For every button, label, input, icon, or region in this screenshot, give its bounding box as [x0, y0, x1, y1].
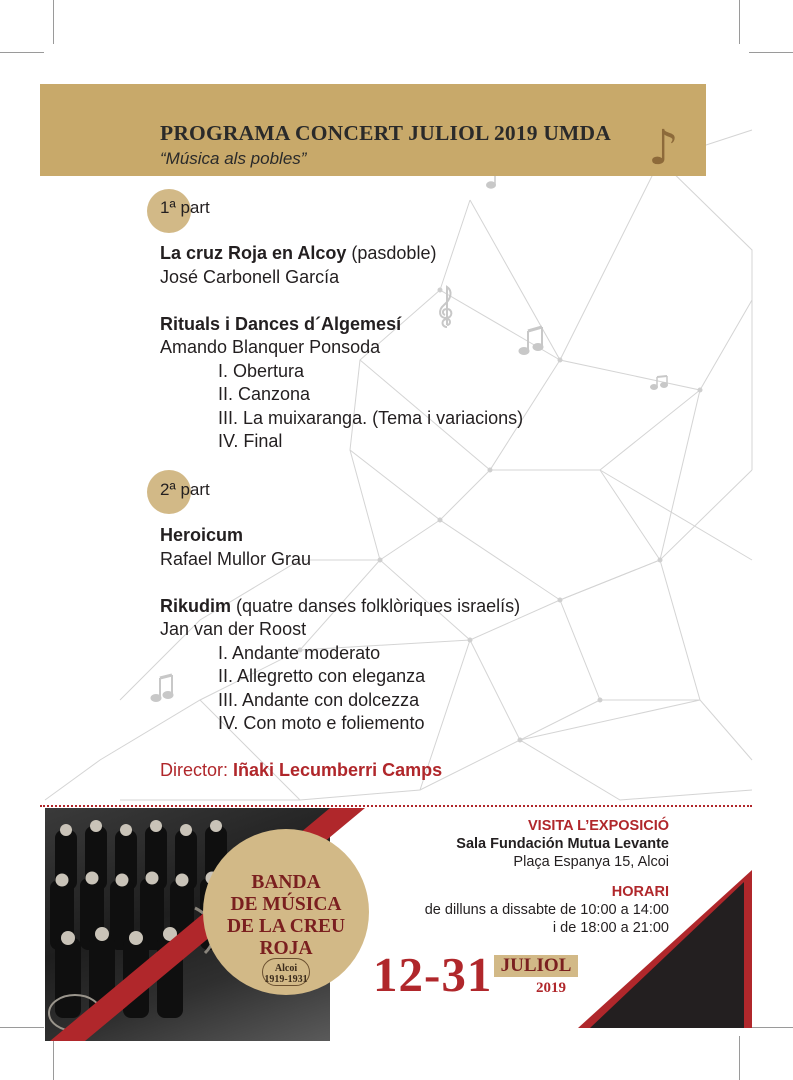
movement-item: IV. Con moto e foliemento: [218, 713, 425, 733]
venue-name: Sala Fundación Mutua Levante: [456, 836, 669, 852]
movement-item: II. Allegretto con eleganza: [218, 666, 426, 686]
movement-item: III. La muixaranga. (Tema i variacions): [218, 407, 524, 428]
director-name: Iñaki Lecumberri Camps: [233, 760, 443, 780]
movement-item: I. Obertura: [218, 360, 305, 381]
piece-title: Heroicum: [160, 525, 244, 545]
page-subtitle: “Música als pobles”: [160, 149, 307, 168]
schedule-label: HORARI: [611, 884, 669, 900]
badge-title: BANDA DE MÚSICA DE LA CREU ROJA: [226, 872, 346, 959]
exhibition-month: JULIOL: [500, 955, 572, 976]
venue-address: Plaça Espanya 15, Alcoi: [513, 854, 669, 870]
visit-label: VISITA L’EXPOSICIÓ: [528, 818, 669, 834]
exhibition-dates: 12-31: [373, 947, 493, 1002]
exhibition-year: 2019: [536, 980, 566, 996]
schedule-line: de dilluns a dissabte de 10:00 a 14:00: [424, 902, 669, 918]
schedule-line: i de 18:00 a 21:00: [552, 920, 669, 936]
piece-composer: Jan van der Roost: [160, 619, 307, 639]
movement-item: I. Andante moderato: [218, 642, 381, 663]
part-label: 1ª part: [160, 198, 210, 217]
piece-title: Rikudim: [160, 595, 232, 616]
movement-item: III. Andante con dolcezza: [218, 689, 420, 710]
music-note-icon: ♪: [648, 120, 679, 176]
movement-item: IV. Final: [218, 431, 283, 451]
movement-item: II. Canzona: [218, 384, 311, 404]
piece-title: Rituals i Dances d´Algemesí: [160, 313, 402, 334]
piece-composer: Amando Blanquer Ponsoda: [160, 337, 381, 357]
director-label: Director:: [160, 760, 234, 780]
piece-composer: Rafael Mullor Grau: [160, 548, 312, 569]
piece-composer: José Carbonell García: [160, 266, 340, 287]
piece-note: (quatre danses folklòriques israelís): [231, 595, 521, 616]
page-title: PROGRAMA CONCERT JULIOL 2019 UMDA: [160, 121, 611, 145]
piece-title: La cruz Roja en Alcoy: [160, 243, 347, 263]
piece-note: (pasdoble): [346, 243, 437, 263]
part-label: 2ª part: [160, 480, 210, 499]
badge-place: Alcoi 1919-1931: [264, 963, 308, 985]
